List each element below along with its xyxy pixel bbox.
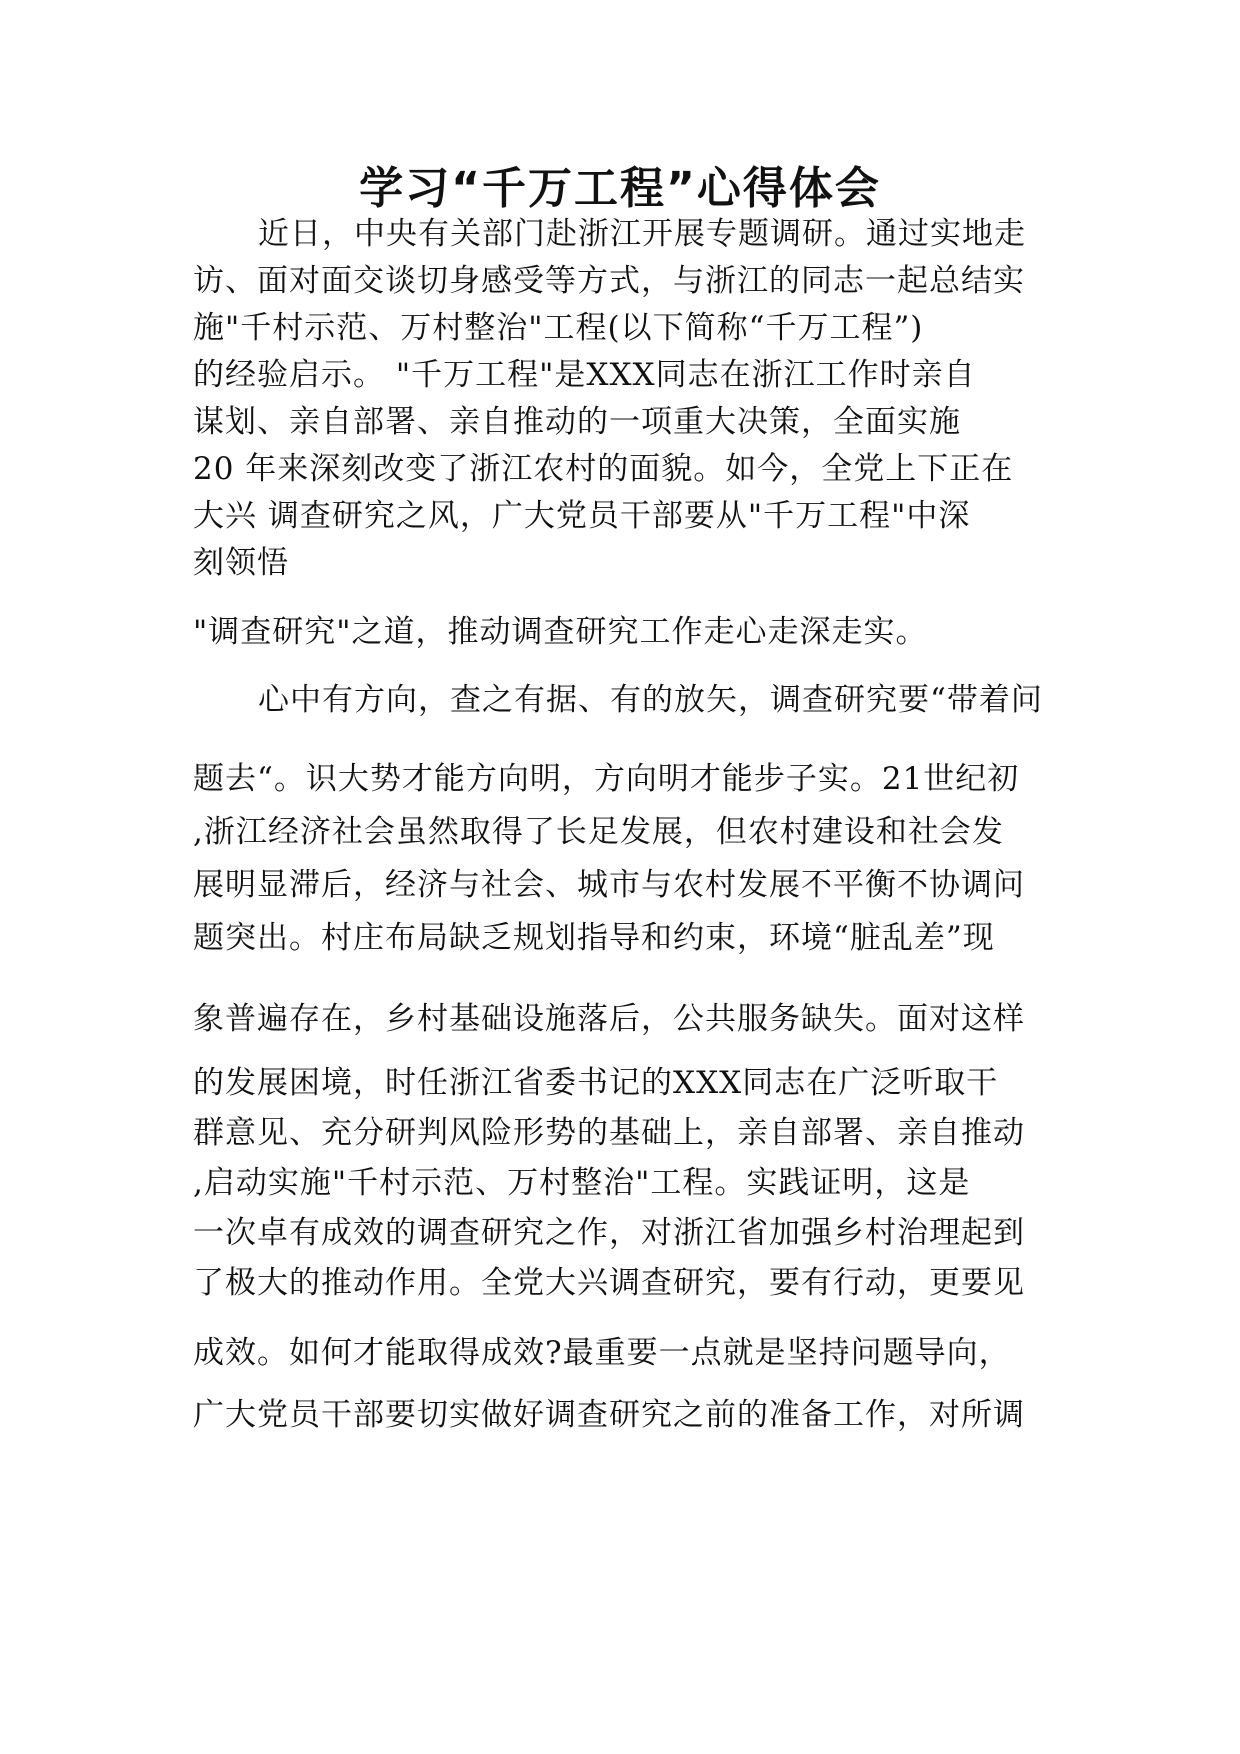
text-line: 近日，中央有关部门赴浙江开展专题调研。通过实地走 — [258, 216, 1026, 252]
text-line: 20 年来深刻改变了浙江农村的面貌。如今，全党上下正在 — [193, 451, 1014, 487]
text-line: ,浙江经济社会虽然取得了长足发展，但农村建设和社会发 — [193, 814, 1004, 850]
text-line: 施"千村示范、万村整治"工程(以下简称“千万工程”) — [193, 310, 924, 346]
text-line: 谋划、亲自部署、亲自推动的一项重大决策，全面实施 — [193, 404, 961, 440]
text-line: 了极大的推动作用。全党大兴调查研究，要有行动，更要见 — [193, 1265, 1025, 1301]
text-line: 群意见、充分研判风险形势的基础上，亲自部署、亲自推动 — [193, 1115, 1025, 1151]
text-line: 大兴 调查研究之风，广大党员干部要从"千万工程"中深 — [193, 498, 971, 534]
text-line: 一次卓有成效的调查研究之作，对浙江省加强乡村治理起到 — [193, 1215, 1025, 1251]
text-line: 象普遍存在，乡村基础设施落后，公共服务缺失。面对这样 — [193, 1001, 1025, 1037]
text-line: ,启动实施"千村示范、万村整治"工程。实践证明，这是 — [193, 1165, 971, 1201]
text-line: 刻领悟 — [193, 545, 289, 581]
document-title: 学习“千万工程”心得体会 — [359, 163, 881, 214]
text-line: 心中有方向，查之有据、有的放矢，调查研究要“带着问 — [258, 682, 1043, 718]
text-line: 展明显滞后，经济与社会、城市与农村发展不平衡不协调问 — [193, 867, 1025, 903]
text-line: 题突出。村庄布局缺乏规划指导和约束，环境“脏乱差”现 — [193, 920, 995, 956]
text-line: 广大党员干部要切实做好调查研究之前的准备工作，对所调 — [193, 1397, 1025, 1433]
text-line: 题去“。识大势才能方向明，方向明才能步子实。21世纪初 — [193, 761, 1020, 797]
text-line: "调查研究"之道，推动调查研究工作走心走深走实。 — [193, 614, 928, 650]
text-line: 成效。如何才能取得成效?最重要一点就是坚持问题导向， — [193, 1335, 1011, 1371]
text-line: 的发展困境，时任浙江省委书记的XXX同志在广泛听取干 — [193, 1065, 999, 1101]
text-line: 访、面对面交谈切身感受等方式，与浙江的同志一起总结实 — [193, 263, 1025, 299]
text-line: 的经验启示。 "千万工程"是XXX同志在浙江工作时亲自 — [193, 357, 976, 393]
